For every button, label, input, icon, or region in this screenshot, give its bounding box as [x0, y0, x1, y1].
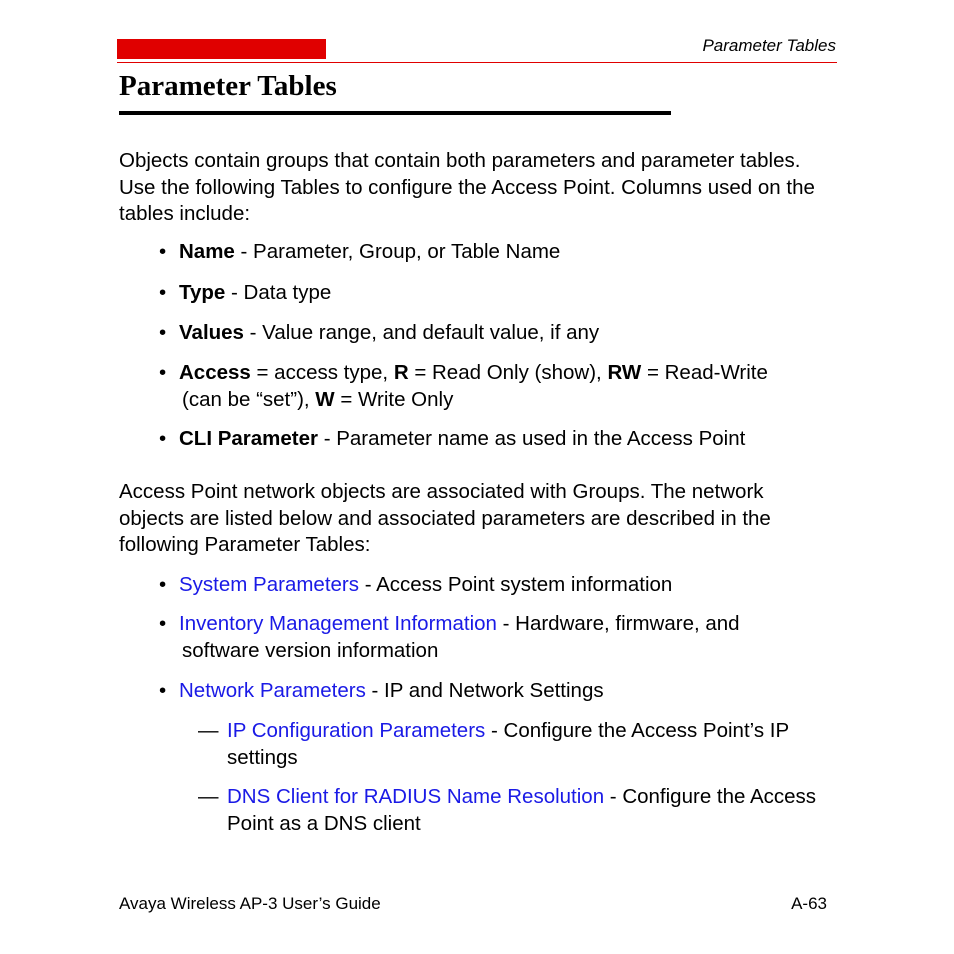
- description: - Configure the Access Point as a DNS client: [227, 785, 817, 835]
- list-item-name: [159, 239, 834, 266]
- title-underline: [119, 111, 671, 115]
- description: - Configure the Access Point’s IP settings: [227, 719, 789, 769]
- intro-paragraph: Objects contain groups that contain both parameters and parameter tables. Use the following Tables to configure the Access Point. Columns used on the tables include:: [119, 149, 815, 225]
- sub-item-ip-configuration: [198, 718, 838, 771]
- term: Name: [179, 240, 235, 263]
- network-intro-paragraph: Access Point network objects are associated with Groups. The network objects are listed below and associated parameters are described in the following Parameter Tables:: [119, 480, 771, 556]
- list-item-type: [159, 280, 834, 307]
- bullet-icon: •: [159, 240, 167, 263]
- definition: = access type,: [250, 361, 394, 384]
- term: RW: [607, 361, 642, 384]
- definition: = Write Only: [334, 387, 454, 411]
- link-ip-configuration-parameters[interactable]: IP Configuration Parameters: [227, 719, 486, 742]
- bullet-icon: •: [159, 679, 167, 702]
- bullet-icon: •: [159, 573, 167, 596]
- bullet-icon: •: [159, 612, 167, 635]
- list-item-inventory-management: [159, 611, 834, 664]
- term: Values: [179, 321, 244, 344]
- list-item-cli-parameter: [159, 426, 834, 453]
- definition: - Parameter name as used in the Access Point: [318, 427, 746, 450]
- link-system-parameters[interactable]: System Parameters: [179, 573, 359, 596]
- link-inventory-management[interactable]: Inventory Management Information: [179, 612, 497, 635]
- link-dns-client-radius[interactable]: DNS Client for RADIUS Name Resolution: [227, 785, 605, 808]
- running-head: Parameter Tables: [702, 36, 836, 55]
- term: CLI Parameter: [179, 427, 319, 450]
- dash-icon: —: [198, 785, 219, 808]
- footer-guide-title: Avaya Wireless AP-3 User’s Guide: [119, 894, 381, 913]
- description: - Access Point system information: [359, 573, 673, 596]
- header-rule: [117, 62, 837, 63]
- term: W: [315, 387, 335, 411]
- description: - Hardware, firmware, and: [496, 612, 740, 635]
- definition: = Read Only (show),: [408, 361, 608, 384]
- term: Access: [179, 361, 251, 384]
- header-red-bar: [117, 39, 326, 59]
- link-network-parameters[interactable]: Network Parameters: [179, 679, 366, 702]
- bullet-icon: •: [159, 427, 167, 450]
- description: - IP and Network Settings: [365, 679, 604, 702]
- bullet-icon: •: [159, 281, 167, 304]
- page-title: Parameter Tables: [119, 70, 337, 102]
- definition: - Value range, and default value, if any: [243, 321, 600, 344]
- bullet-icon: •: [159, 321, 167, 344]
- definition: - Data type: [225, 281, 332, 304]
- definition: = Read-Write: [641, 361, 768, 384]
- definition: - Parameter, Group, or Table Name: [234, 240, 561, 263]
- dash-icon: —: [198, 719, 219, 742]
- bullet-icon: •: [159, 361, 167, 384]
- description: software version information: [182, 638, 439, 662]
- term: R: [393, 361, 409, 384]
- definition: (can be “set”),: [182, 387, 316, 411]
- sub-item-dns-client: [198, 784, 838, 837]
- list-item-access: [159, 360, 834, 413]
- list-item-values: [159, 320, 834, 347]
- list-item-system-parameters: [159, 572, 834, 599]
- list-item-network-parameters: [159, 678, 834, 705]
- term: Type: [179, 281, 226, 304]
- footer-page-number: A-63: [791, 894, 827, 913]
